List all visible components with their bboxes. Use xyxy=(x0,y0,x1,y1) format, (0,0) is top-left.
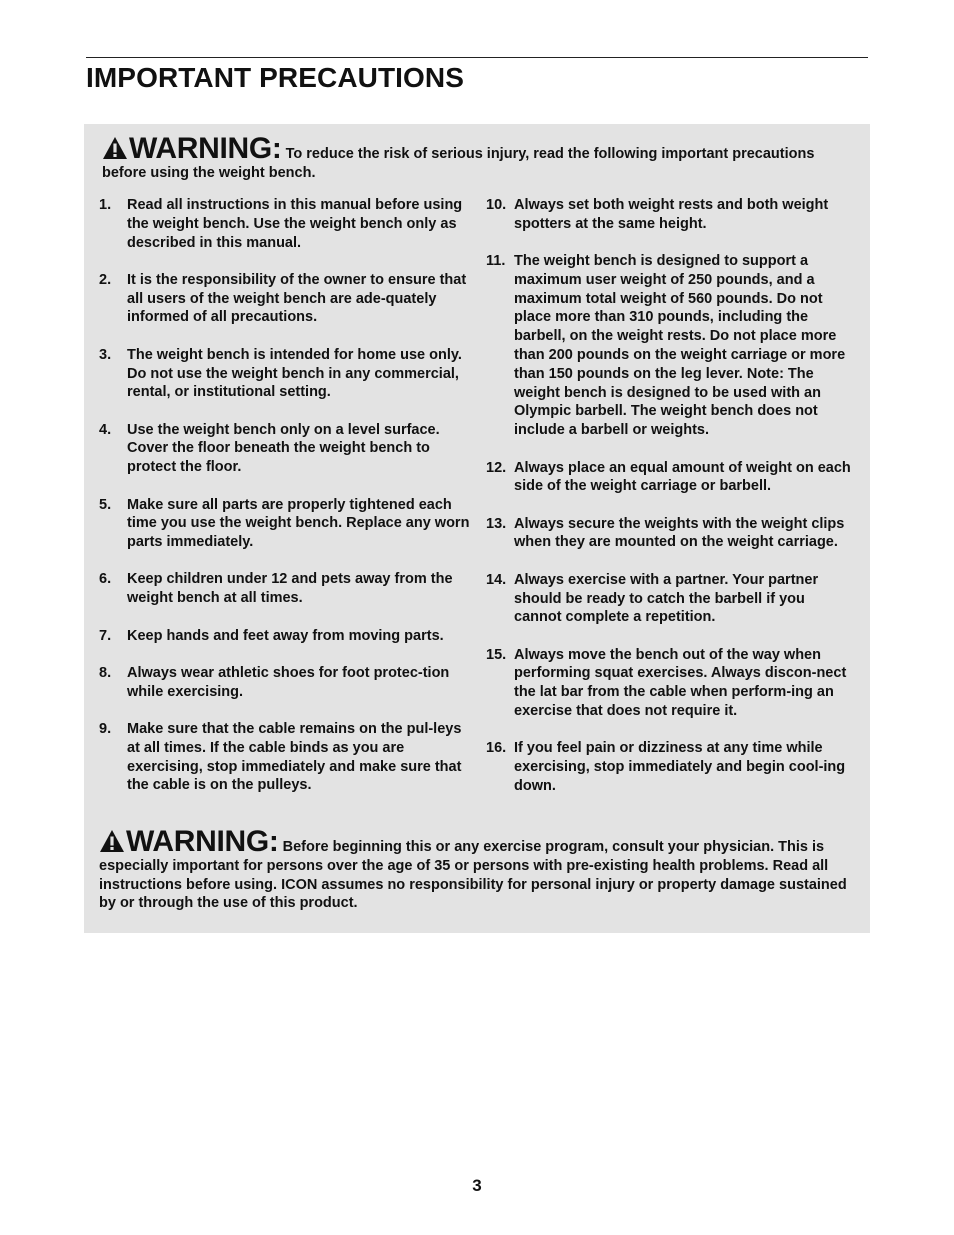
precaution-number: 5. xyxy=(99,496,112,513)
precaution-item xyxy=(99,720,471,795)
precaution-number: 2. xyxy=(99,271,112,288)
precautions-right-column xyxy=(486,196,856,814)
page-number: 3 xyxy=(472,1176,482,1195)
precaution-number: 6. xyxy=(99,571,112,588)
precaution-item xyxy=(486,196,856,234)
precaution-number: 16. xyxy=(486,740,507,757)
precaution-number: 12. xyxy=(486,459,507,476)
precaution-item xyxy=(99,664,471,702)
precaution-text: Read all instructions in this manual before using the weight bench. Use the weight bench only as described in this manual. xyxy=(127,197,463,251)
precaution-item xyxy=(99,496,471,552)
warning-text: To reduce the risk of serious injury, read the following important precautions before using the weight bench. xyxy=(102,146,815,181)
precaution-item xyxy=(99,346,471,402)
precaution-text: Always move the bench out of the way when performing squat exercises. Always discon-nect the lat bar from the cable when perform-ing an exercise that does not require it. xyxy=(514,646,847,720)
precaution-text: If you feel pain or dizziness at any time while exercising, stop immediately and begin cool-ing down. xyxy=(514,740,846,794)
precaution-text: Make sure that the cable remains on the pul-leys at all times. If the cable binds as you are exercising, stop immediately and make sure that the cable is on the pulleys. xyxy=(127,720,462,794)
precaution-number: 1. xyxy=(99,197,112,213)
precaution-item xyxy=(99,196,471,252)
precaution-text: Make sure all parts are properly tightened each time you use the weight bench. Replace any worn parts immediately. xyxy=(127,496,470,551)
precaution-item xyxy=(486,252,856,440)
warning-heading: WARNING: xyxy=(126,825,279,858)
precaution-text: Always set both weight rests and both weight spotters at the same height. xyxy=(514,197,829,232)
precaution-number: 11. xyxy=(486,253,506,270)
precaution-number: 8. xyxy=(99,664,112,681)
page-title: IMPORTANT PRECAUTIONS xyxy=(86,62,465,93)
warning-text: Before beginning this or any exercise program, consult your physician. This is especially important for persons over the age of 35 or persons with pre-existing health problems. Read all instructions before using. ICON assumes no responsibility for personal injury or property damage sustained by or through the use of this product. xyxy=(99,839,847,912)
precaution-item xyxy=(99,271,471,327)
precaution-text: It is the responsibility of the owner to ensure that all users of the weight bench are ade-quately informed of all precautions. xyxy=(127,271,467,326)
precaution-text: Use the weight bench only on a level surface. Cover the floor beneath the weight bench to protect the floor. xyxy=(127,421,440,476)
precaution-text: Keep children under 12 and pets away from the weight bench at all times. xyxy=(127,571,453,607)
precaution-item xyxy=(486,646,856,721)
precaution-number: 10. xyxy=(486,197,507,213)
precaution-text: Always secure the weights with the weight clips when they are mounted on the weight carriage. xyxy=(514,515,845,551)
precaution-item xyxy=(486,515,856,553)
precaution-item xyxy=(486,739,856,795)
precaution-number: 13. xyxy=(486,515,507,532)
precaution-item xyxy=(99,570,471,608)
precaution-number: 14. xyxy=(486,571,507,588)
precaution-item xyxy=(99,627,471,646)
precaution-number: 3. xyxy=(99,346,112,363)
precaution-text: The weight bench is designed to support a maximum user weight of 250 pounds, and a maximum total weight of 560 pounds. Do not place more than 310 pounds, including the barbell, on the weight rests. Do not place more than 200 pounds on the weight carriage or more than 150 pounds on the leg lever. Note: The weight bench is designed to be used with an Olympic barbell. The weight bench does not include a barbell or weights. xyxy=(514,253,846,439)
warning-bottom xyxy=(99,825,859,913)
precaution-number: 7. xyxy=(99,627,112,644)
warning-heading: WARNING: xyxy=(129,132,282,165)
precaution-text: Keep hands and feet away from moving parts. xyxy=(127,627,444,644)
precaution-number: 4. xyxy=(99,421,112,438)
precaution-number: 9. xyxy=(99,720,112,737)
precaution-text: The weight bench is intended for home use only. Do not use the weight bench in any commercial, rental, or institutional setting. xyxy=(127,346,462,401)
warning-triangle-icon xyxy=(102,136,128,160)
precaution-text: Always wear athletic shoes for foot protec-tion while exercising. xyxy=(127,664,450,700)
warning-triangle-icon xyxy=(99,829,125,853)
precautions-left-column xyxy=(99,196,471,814)
precaution-item xyxy=(486,571,856,627)
precaution-text: Always exercise with a partner. Your partner should be ready to catch the barbell if you cannot complete a repetition. xyxy=(514,571,819,626)
precaution-text: Always place an equal amount of weight on each side of the weight carriage or barbell. xyxy=(514,459,851,495)
warning-top xyxy=(102,132,862,183)
precaution-number: 15. xyxy=(486,646,507,663)
precaution-item xyxy=(99,421,471,477)
top-divider xyxy=(86,57,868,58)
precaution-item xyxy=(486,459,856,497)
